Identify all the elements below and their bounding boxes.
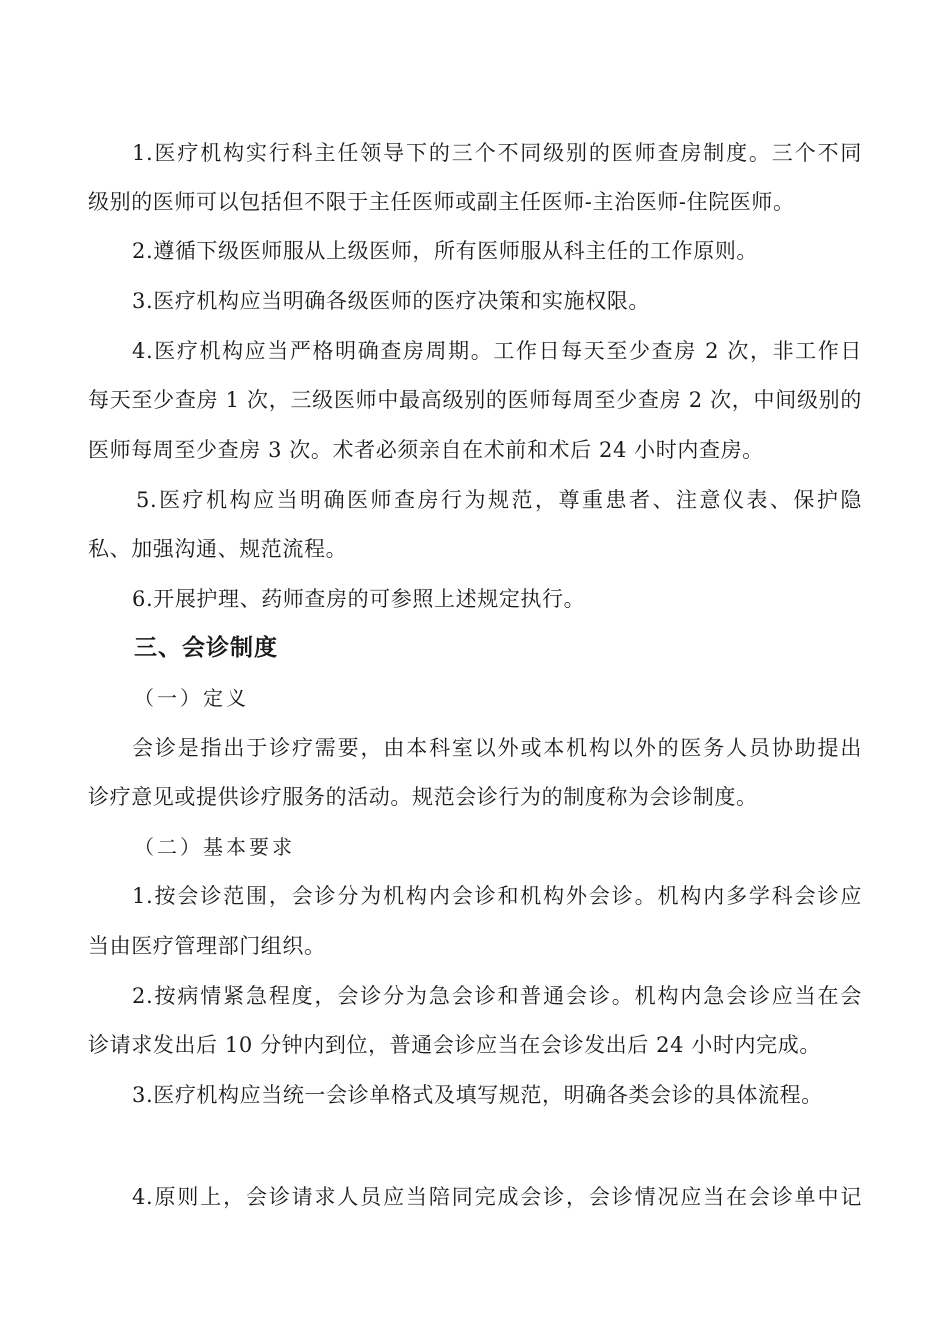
- rounds-item-1-line-2: 级别的医师可以包括但不限于主任医师或副主任医师-主治医师-住院医师。: [88, 190, 795, 214]
- requirement-1-line-1: 1.按会诊范围，会诊分为机构内会诊和机构外会诊。机构内多学科会诊应: [132, 884, 862, 908]
- rounds-item-5-line-2: 私、加强沟通、规范流程。: [88, 537, 348, 561]
- rounds-item-3: 3.医疗机构应当明确各级医师的医疗决策和实施权限。: [132, 289, 651, 313]
- rounds-item-4-line-3: 医师每周至少查房 3 次。术者必须亲自在术前和术后 24 小时内查房。: [88, 438, 764, 462]
- requirement-3: 3.医疗机构应当统一会诊单格式及填写规范，明确各类会诊的具体流程。: [132, 1083, 823, 1107]
- section-heading-consultation: 三、会诊制度: [134, 635, 278, 661]
- rounds-item-5-line-1: 5.医疗机构应当明确医师查房行为规范，尊重患者、注意仪表、保护隐: [136, 488, 862, 512]
- subheading-definition: （一）定义: [134, 686, 249, 710]
- rounds-item-2: 2.遵循下级医师服从上级医师，所有医师服从科主任的工作原则。: [132, 239, 759, 263]
- requirement-2-line-1: 2.按病情紧急程度，会诊分为急会诊和普通会诊。机构内急会诊应当在会: [132, 984, 862, 1008]
- rounds-item-6: 6.开展护理、药师查房的可参照上述规定执行。: [132, 587, 586, 611]
- requirement-2-line-2: 诊请求发出后 10 分钟内到位，普通会诊应当在会诊发出后 24 小时内完成。: [88, 1033, 821, 1057]
- subheading-requirements: （二）基本要求: [134, 835, 295, 859]
- requirement-1-line-2: 当由医疗管理部门组织。: [88, 934, 326, 958]
- requirement-4-line-1: 4.原则上，会诊请求人员应当陪同完成会诊，会诊情况应当在会诊单中记: [132, 1185, 862, 1209]
- rounds-item-4-line-2: 每天至少查房 1 次，三级医师中最高级别的医师每周至少查房 2 次，中间级别的: [88, 388, 862, 412]
- definition-line-2: 诊疗意见或提供诊疗服务的活动。规范会诊行为的制度称为会诊制度。: [88, 785, 758, 809]
- definition-line-1: 会诊是指出于诊疗需要，由本科室以外或本机构以外的医务人员协助提出: [132, 736, 862, 760]
- rounds-item-4-line-1: 4.医疗机构应当严格明确查房周期。工作日每天至少查房 2 次，非工作日: [132, 339, 862, 363]
- rounds-item-1-line-1: 1.医疗机构实行科主任领导下的三个不同级别的医师查房制度。三个不同: [132, 141, 862, 165]
